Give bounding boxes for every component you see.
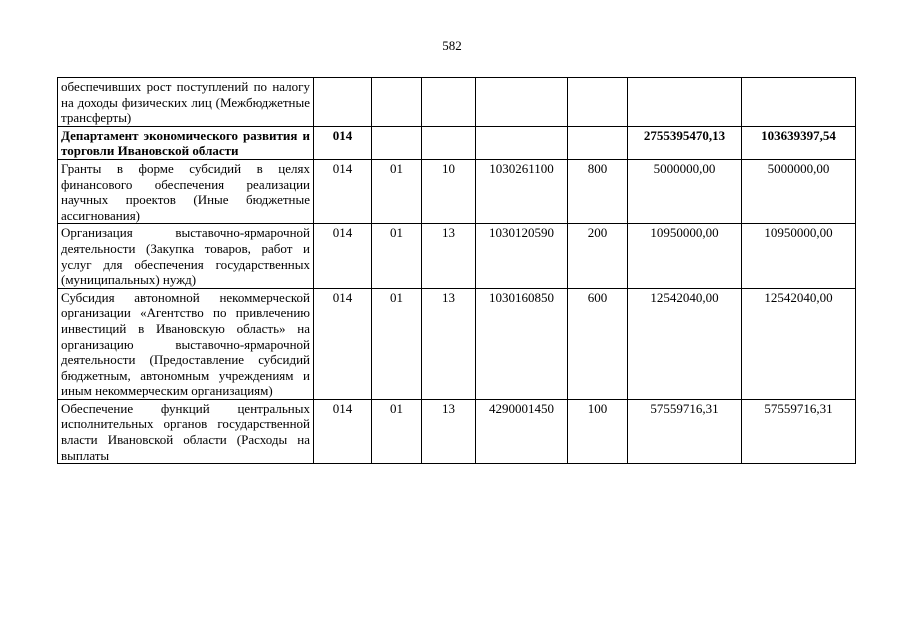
cell-sum-2 xyxy=(742,78,856,127)
row-name: Обеспечение функций центральных исполнительных органов государственной власти Ивановской области (Расходы на выплаты xyxy=(58,399,314,463)
row-name: Субсидия автономной некоммерческой организации «Агентство по привлечению инвестиций в Ивановскую область» на организацию выставочно-ярмарочной деятельности (Предоставление субсидий бюджетным, автономным учреждениям и иным некоммерческим организациям) xyxy=(58,288,314,399)
cell-target: 1030120590 xyxy=(476,224,568,288)
row-name: обеспечивших рост поступлений по налогу на доходы физических лиц (Межбюджетные трансферты) xyxy=(58,78,314,127)
cell-expense xyxy=(568,78,628,127)
cell-expense: 800 xyxy=(568,159,628,223)
cell-section xyxy=(372,78,422,127)
row-name: Гранты в форме субсидий в целях финансового обеспечения реализации научных проектов (Иные бюджетные ассигнования) xyxy=(58,159,314,223)
table-row xyxy=(58,78,856,127)
cell-subsection xyxy=(422,126,476,159)
table-row xyxy=(58,288,856,399)
cell-target: 1030160850 xyxy=(476,288,568,399)
cell-admin: 014 xyxy=(314,224,372,288)
table-row xyxy=(58,159,856,223)
cell-sum-1: 12542040,00 xyxy=(628,288,742,399)
cell-target xyxy=(476,78,568,127)
cell-admin: 014 xyxy=(314,288,372,399)
cell-sum-1: 2755395470,13 xyxy=(628,126,742,159)
cell-subsection: 13 xyxy=(422,288,476,399)
cell-subsection xyxy=(422,78,476,127)
cell-sum-1: 5000000,00 xyxy=(628,159,742,223)
cell-admin: 014 xyxy=(314,126,372,159)
cell-sum-1: 57559716,31 xyxy=(628,399,742,463)
cell-sum-2: 10950000,00 xyxy=(742,224,856,288)
cell-section: 01 xyxy=(372,224,422,288)
cell-sum-2: 57559716,31 xyxy=(742,399,856,463)
cell-expense: 600 xyxy=(568,288,628,399)
cell-sum-2: 12542040,00 xyxy=(742,288,856,399)
cell-target: 1030261100 xyxy=(476,159,568,223)
cell-expense xyxy=(568,126,628,159)
table-row xyxy=(58,399,856,463)
cell-subsection: 10 xyxy=(422,159,476,223)
cell-sum-1 xyxy=(628,78,742,127)
cell-expense: 100 xyxy=(568,399,628,463)
cell-subsection: 13 xyxy=(422,399,476,463)
cell-admin: 014 xyxy=(314,159,372,223)
cell-section xyxy=(372,126,422,159)
page-number: 582 xyxy=(442,38,462,53)
cell-sum-2: 5000000,00 xyxy=(742,159,856,223)
cell-expense: 200 xyxy=(568,224,628,288)
cell-admin xyxy=(314,78,372,127)
cell-target xyxy=(476,126,568,159)
table-row xyxy=(58,126,856,159)
row-name: Департамент экономического развития и торговли Ивановской области xyxy=(58,126,314,159)
cell-section: 01 xyxy=(372,288,422,399)
row-name: Организация выставочно-ярмарочной деятельности (Закупка товаров, работ и услуг для обеспечения государственных (муниципальных) нужд) xyxy=(58,224,314,288)
budget-table xyxy=(57,77,856,464)
cell-sum-2: 103639397,54 xyxy=(742,126,856,159)
cell-sum-1: 10950000,00 xyxy=(628,224,742,288)
table-row xyxy=(58,224,856,288)
cell-target: 4290001450 xyxy=(476,399,568,463)
cell-admin: 014 xyxy=(314,399,372,463)
cell-subsection: 13 xyxy=(422,224,476,288)
cell-section: 01 xyxy=(372,399,422,463)
cell-section: 01 xyxy=(372,159,422,223)
